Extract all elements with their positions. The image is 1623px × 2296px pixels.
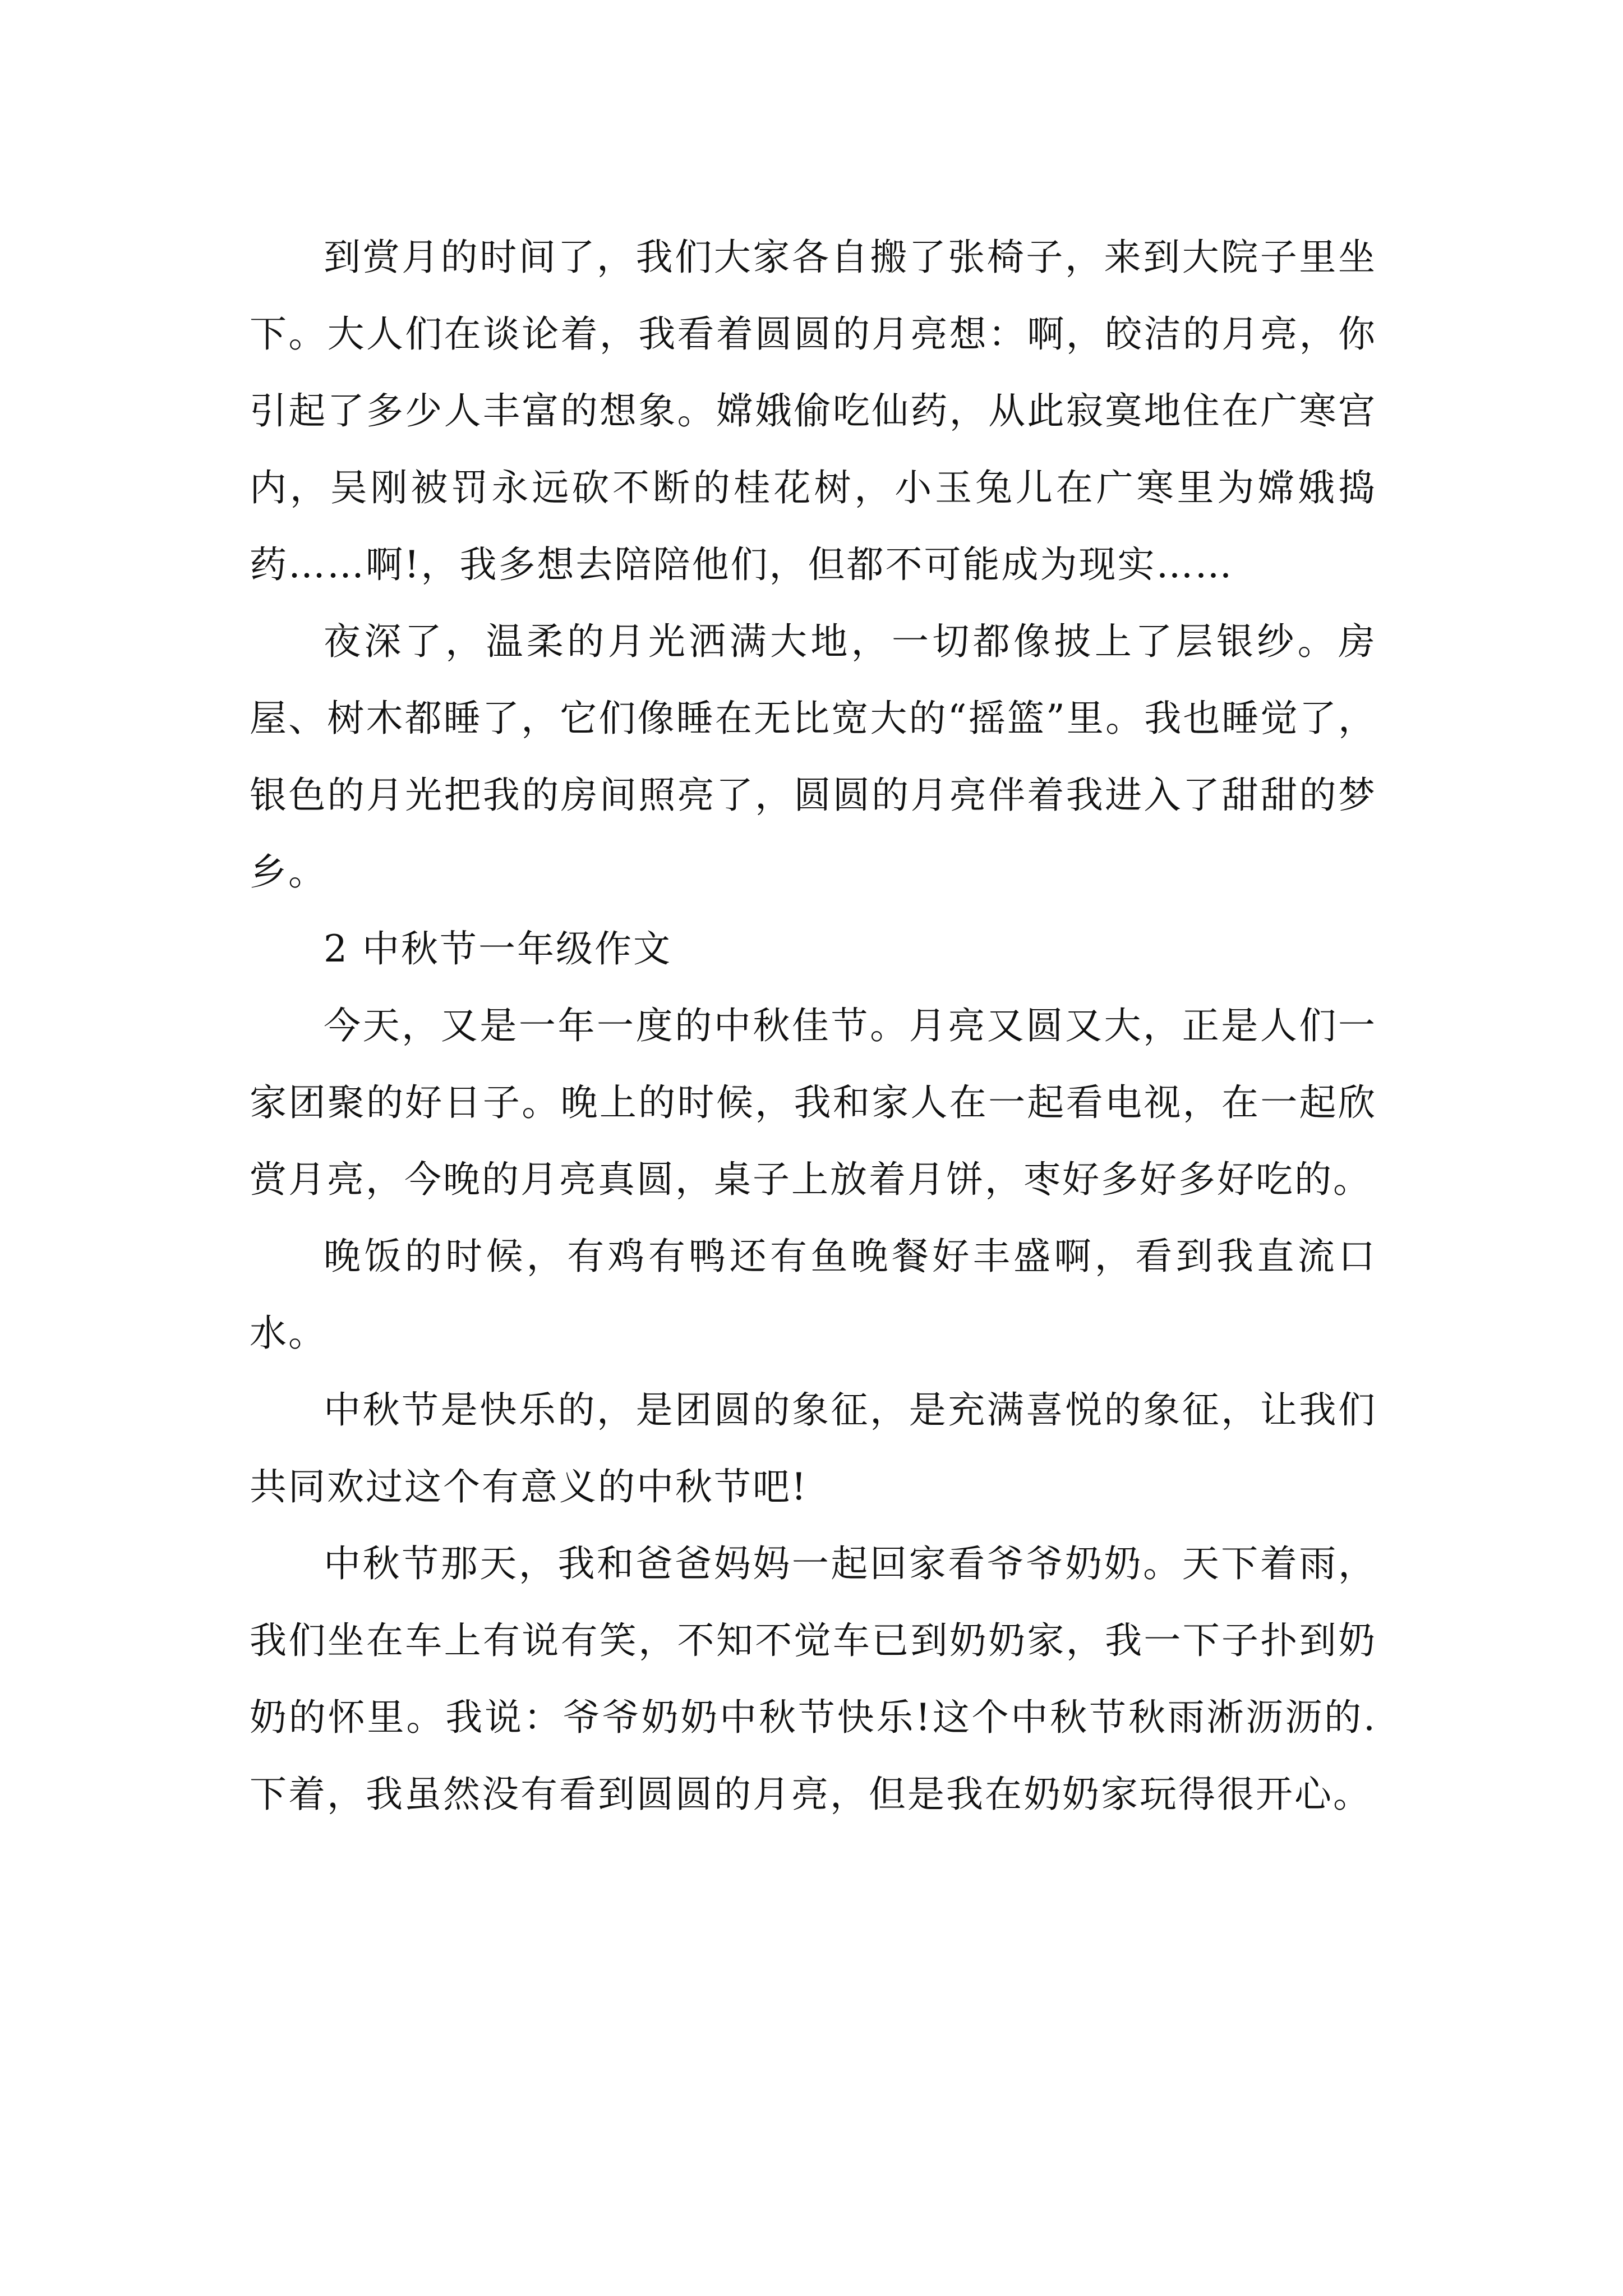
document-body [250,219,1377,1833]
paragraph-dinner: 晚饭的时候，有鸡有鸭还有鱼晚餐好丰盛啊，看到我直流口水。 [250,1235,1377,1355]
paragraph-festival: 今天，又是一年一度的中秋佳节。月亮又圆又大，正是人们一家团聚的好日子。晚上的时候，我和家人在一起看电视，在一起欣赏月亮，今晚的月亮真圆，桌子上放着月饼，枣好多好多好吃的。 [250,1004,1377,1201]
paragraph-moon-viewing: 到赏月的时间了，我们大家各自搬了张椅子，来到大院子里坐下。大人们在谈论着，我看着圆圆的月亮想：啊，皎洁的月亮，你引起了多少人丰富的想象。嫦娥偷吃仙药，从此寂寞地住在广寒宫内，吴刚被罚永远砍不断的桂花树，小玉兔儿在广寒里为嫦娥捣药……啊!，我多想去陪陪他们，但都不可能成为现实…… [250,236,1377,586]
paragraph-night: 夜深了，温柔的月光洒满大地，一切都像披上了层银纱。房屋、树木都睡了，它们像睡在无比宽大的“摇篮”里。我也睡觉了，银色的月光把我的房间照亮了，圆圆的月亮伴着我进入了甜甜的梦乡。 [250,620,1377,894]
section-heading: 2 中秋节一年级作文 [324,927,672,970]
paragraph-reunion: 中秋节是快乐的，是团圆的象征，是充满喜悦的象征，让我们共同欢过这个有意义的中秋节吧! [250,1388,1377,1508]
paragraph-grandparents: 中秋节那天，我和爸爸妈妈一起回家看爷爷奶奶。天下着雨，我们坐在车上有说有笑，不知不觉车已到奶奶家，我一下子扑到奶奶的怀里。我说：爷爷奶奶中秋节快乐!这个中秋节秋雨淅沥沥的.下着，我虽然没有看到圆圆的月亮，但是我在奶奶家玩得很开心。 [250,1542,1377,1816]
